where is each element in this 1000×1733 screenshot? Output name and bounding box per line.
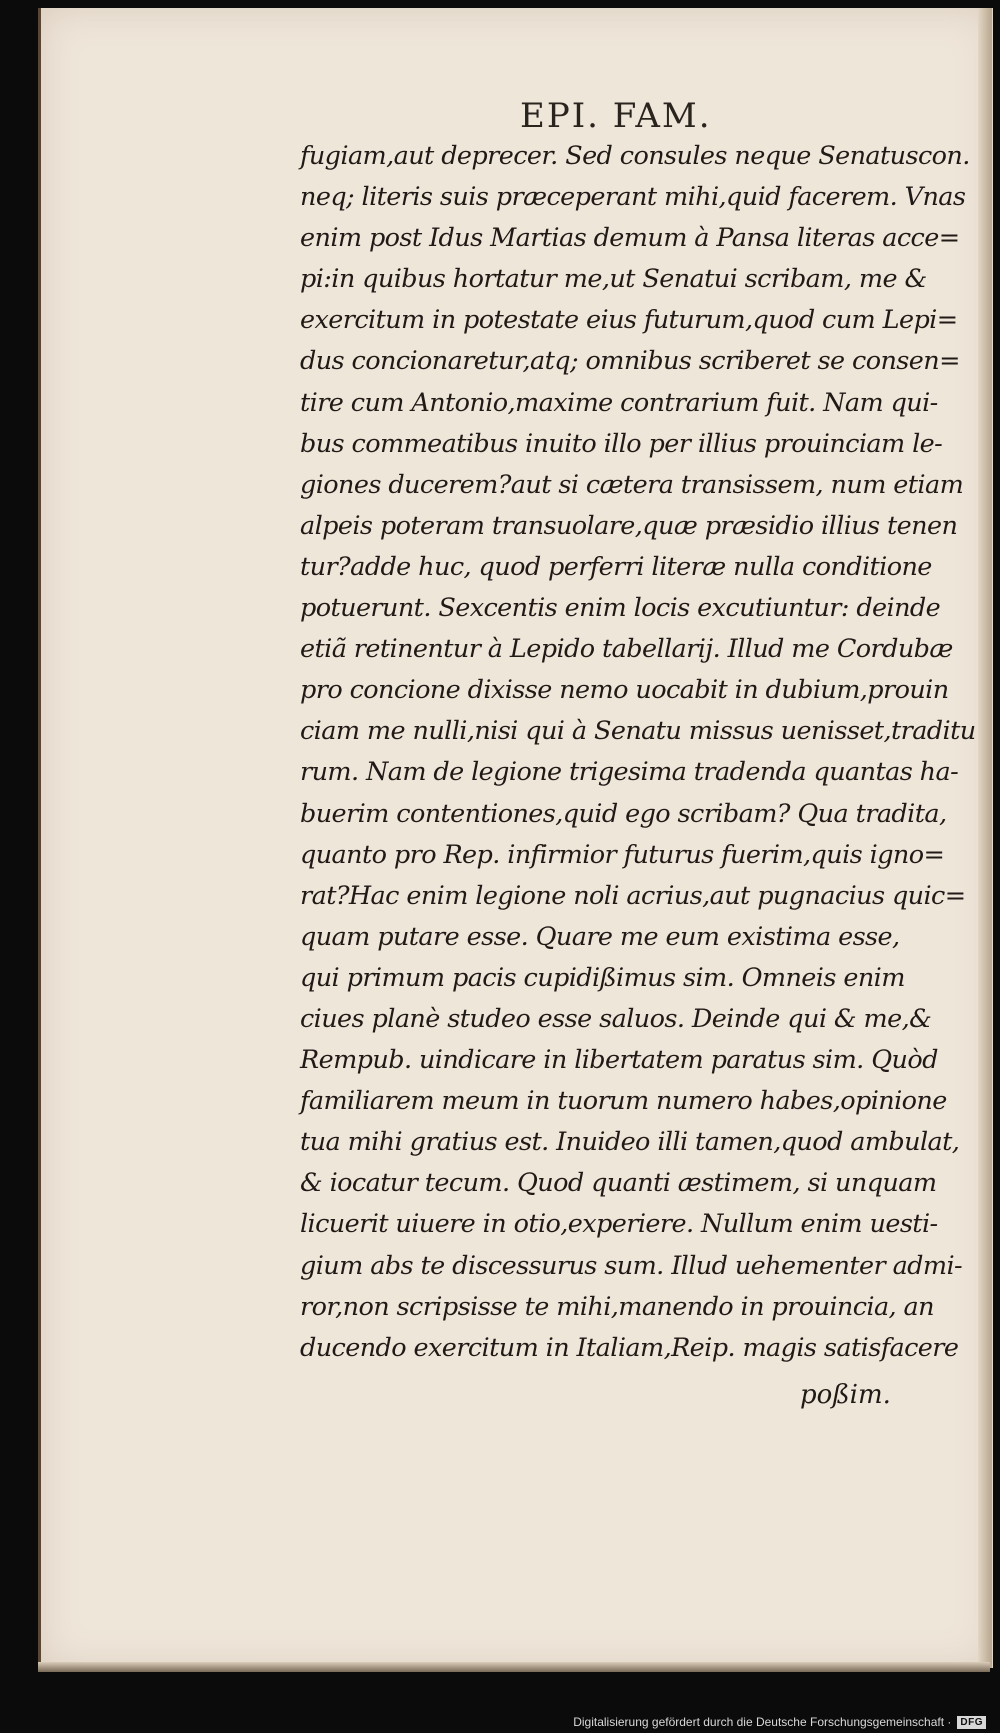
text-line: enim post Idus Martias demum à Pansa literas acce=	[300, 223, 960, 254]
page-edge-right	[978, 8, 992, 1668]
text-line: quanto pro Rep. infirmior futurus fuerim,quis igno=	[300, 839, 945, 870]
text-line: rum. Nam de legione trigesima tradenda quantas ha-	[300, 757, 959, 788]
text-line: exercitum in potestate eius futurum,quod cum Lepi=	[300, 305, 958, 336]
running-head: EPI. FAM.	[520, 96, 712, 136]
text-line: gium abs te discessurus sum. Illud uehementer admi-	[300, 1250, 963, 1281]
text-line: ducendo exercitum in Italiam,Reip. magis satisfacere	[300, 1332, 959, 1363]
text-line: qui primum pacis cupidißimus sim. Omneis enim	[300, 962, 905, 993]
text-line: pi:in quibus hortatur me,ut Senatui scribam, me &	[300, 264, 927, 295]
text-line: & iocatur tecum. Quod quanti æstimem, si unquam	[300, 1168, 937, 1199]
text-line: buerim contentiones,quid ego scribam? Qua tradita,	[300, 798, 947, 829]
page-edge-bottom	[38, 1662, 990, 1672]
dfg-logo-icon: DFG	[957, 1716, 986, 1729]
text-line: bus commeatibus inuito illo per illius prouinciam le-	[300, 428, 943, 459]
text-line: dus concionaretur,atq; omnibus scriberet se consen=	[300, 346, 960, 377]
digitization-footer	[573, 1715, 986, 1729]
text-line: ciam me nulli,nisi qui à Senatu missus uenisset,traditu	[300, 716, 976, 747]
text-block	[300, 136, 976, 1369]
text-line: familiarem meum in tuorum numero habes,opinione	[300, 1086, 947, 1117]
text-line: quam putare esse. Quare me eum existima esse,	[300, 921, 900, 952]
text-line: ciues planè studeo esse saluos. Deinde qui & me,&	[300, 1003, 932, 1034]
text-line: neq; literis suis præceperant mihi,quid facerem. Vnas	[300, 182, 966, 213]
text-line: rat?Hac enim legione noli acrius,aut pugnacius quic=	[300, 880, 966, 911]
catchword: poßim.	[800, 1380, 891, 1410]
text-line: etiã retinentur à Lepido tabellarij. Illud me Cordubæ	[300, 634, 953, 665]
text-line: licuerit uiuere in otio,experiere. Nullum enim uesti-	[300, 1209, 938, 1240]
footer-credit-text: Digitalisierung gefördert durch die Deutsche Forschungsgemeinschaft ·	[573, 1715, 952, 1729]
text-line: fugiam,aut deprecer. Sed consules neque Senatuscon.	[300, 141, 970, 171]
text-line: ror,non scripsisse te mihi,manendo in prouincia, an	[300, 1291, 934, 1322]
text-line: tua mihi gratius est. Inuideo illi tamen,quod ambulat,	[300, 1127, 960, 1158]
text-line: potuerunt. Sexcentis enim locis excutiuntur: deinde	[300, 593, 941, 624]
text-line: alpeis poteram transuolare,quæ præsidio illius tenen	[300, 510, 958, 541]
text-line: tire cum Antonio,maxime contrarium fuit. Nam qui-	[300, 387, 938, 418]
text-line: tur?adde huc, quod perferri literæ nulla conditione	[300, 551, 932, 582]
text-line: Rempub. uindicare in libertatem paratus sim. Quòd	[300, 1045, 938, 1076]
text-line: giones ducerem?aut si cætera transissem, num etiam	[300, 469, 964, 500]
text-line: pro concione dixisse nemo uocabit in dubium,prouin	[300, 675, 949, 706]
